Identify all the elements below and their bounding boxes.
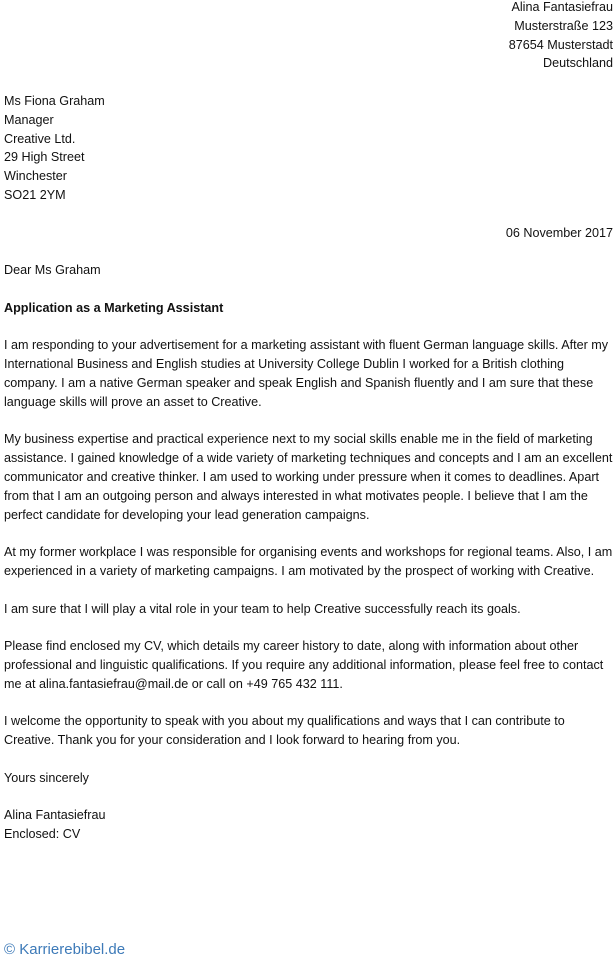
enclosure-note: Enclosed: CV xyxy=(4,827,81,842)
recipient-city: Winchester xyxy=(4,169,67,184)
cover-letter xyxy=(4,0,613,844)
recipient-position: Manager xyxy=(4,112,54,127)
salutation: Dear Ms Graham xyxy=(4,263,101,278)
sender-street: Musterstraße 123 xyxy=(514,18,613,33)
letter-date: 06 November 2017 xyxy=(505,225,613,240)
sender-country: Deutschland xyxy=(542,56,613,71)
body-paragraph-5: Please find enclosed my CV, which details my career history to date, along with information about other professional and linguistic qualifications. If you require any additional information, please feel free to contact me at alina.fantasiefrau@mail.de or call on +49 765 432 111. xyxy=(4,639,604,691)
sign-off: Yours sincerely xyxy=(4,770,89,785)
recipient-company: Creative Ltd. xyxy=(4,131,76,146)
subject-line: Application as a Marketing Assistant xyxy=(4,300,224,315)
sender-name: Alina Fantasiefrau xyxy=(511,0,613,14)
source-credit: © Karrierebibel.de xyxy=(4,941,126,958)
recipient-postcode: SO21 2YM xyxy=(4,187,66,202)
sender-city: 87654 Musterstadt xyxy=(508,37,613,52)
recipient-address xyxy=(4,92,613,205)
sender-address xyxy=(4,0,613,73)
body-paragraph-4: I am sure that I will play a vital role in your team to help Creative successfully reach its goals. xyxy=(4,601,521,616)
body-paragraph-3: At my former workplace I was responsible for organising events and workshops for regional teams. Also, I am experienced in a variety of marketing campaigns. I am motivated by the prospect of working with Creative. xyxy=(4,545,613,578)
body-paragraph-6: I welcome the opportunity to speak with you about my qualifications and ways that I can contribute to Creative. Thank you for your consideration and I look forward to hearing from you. xyxy=(4,714,565,748)
body-paragraph-2: My business expertise and practical experience next to my social skills enable me in the field of marketing assistance. I gained knowledge of a wide variety of marketing techniques and concepts and I am an excellent communicator and creative thinker. I am used to working under pressure when it comes to deadlines. Apart from that I am an outgoing person and always interested in what motivates people. I believe that I am the perfect candidate for developing your lead generation campaigns. xyxy=(4,432,613,522)
signature-name: Alina Fantasiefrau xyxy=(4,808,106,823)
signature-block xyxy=(4,806,613,844)
recipient-street: 29 High Street xyxy=(4,150,85,165)
body-paragraph-1: I am responding to your advertisement for a marketing assistant with fluent German language skills. After my International Business and English studies at University College Dublin I worked for a British clothing company. I am a native German speaker and speak English and Spanish fluently and I am sure that these language skills will prove an asset to Creative. xyxy=(4,338,609,409)
recipient-name: Ms Fiona Graham xyxy=(4,93,105,108)
